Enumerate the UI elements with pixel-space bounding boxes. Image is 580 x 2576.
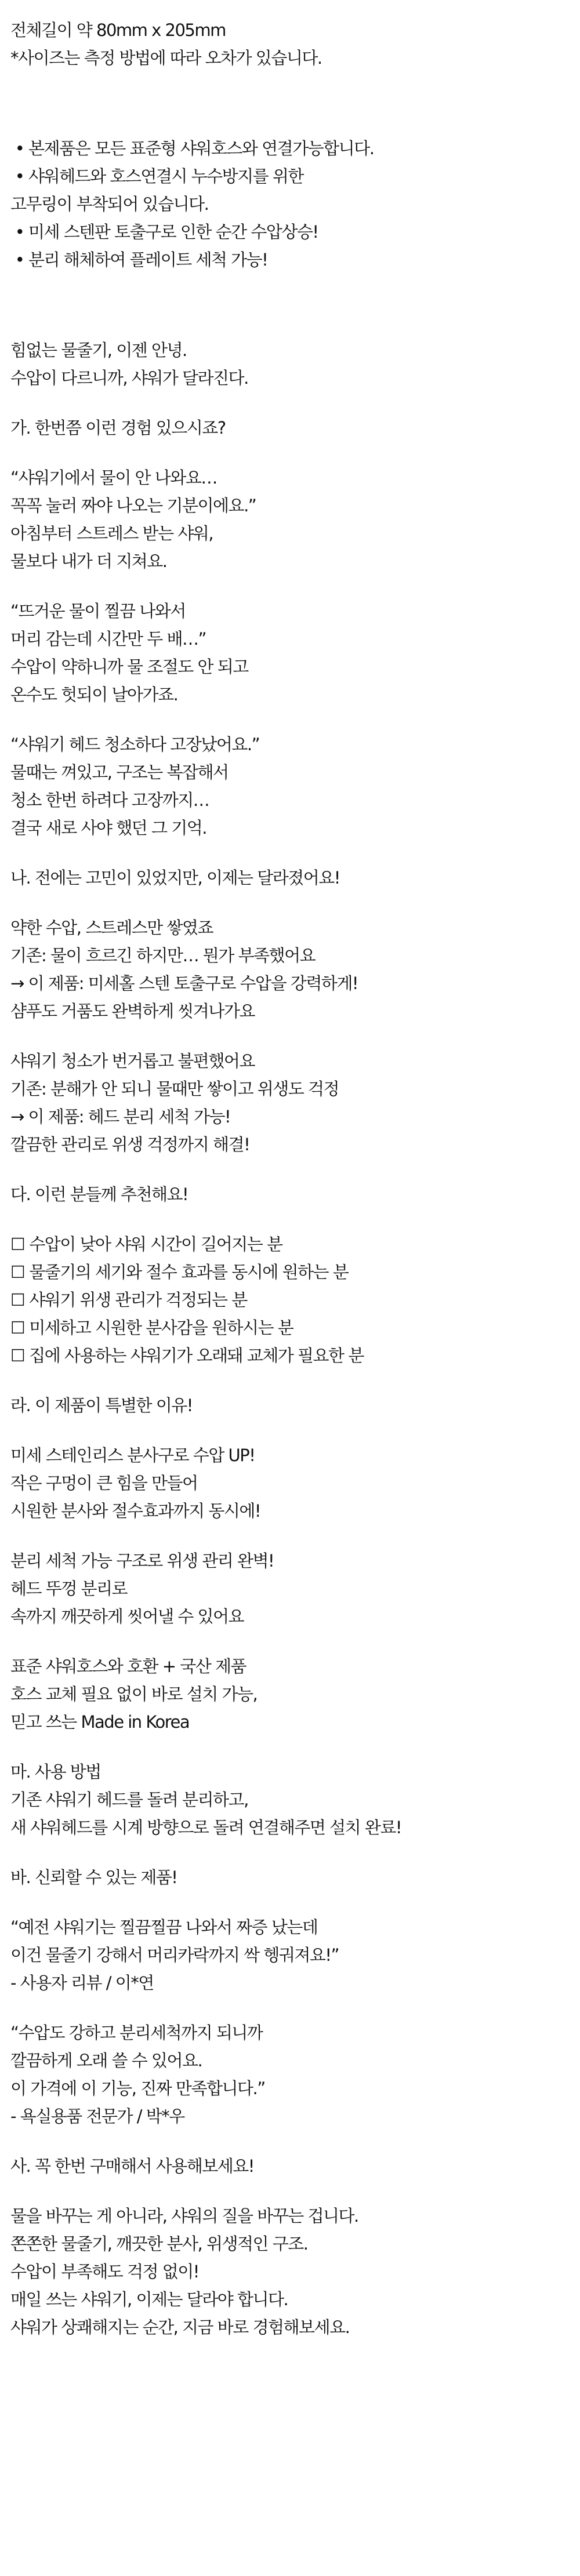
text-line: - 사용자 리뷰 / 이*연 [10,1973,154,1993]
paragraph-spacer [10,274,580,336]
text-line: ☐ 수압이 낮아 샤워 시간이 길어지는 분 [10,1234,282,1254]
text-line: 라. 이 제품이 특별한 이유! [10,1396,193,1415]
text-line: 기존 샤워기 헤드를 돌려 분리하고, [10,1790,248,1810]
text-block [10,1863,580,1891]
text-line: 기존: 물이 흐르긴 하지만… 뭔가 부족했어요 [10,946,316,965]
text-line: 바. 신뢰할 수 있는 제품! [10,1867,177,1887]
text-line: 깔끔한 관리로 위생 걱정까지 해결! [10,1135,250,1154]
text-line: → 이 제품: 미세홀 스텐 토출구로 수압을 강력하게! [10,973,358,993]
paragraph-spacer [10,575,580,597]
paragraph-spacer [10,842,580,864]
paragraph-spacer [10,1208,580,1230]
text-line: → 이 제품: 헤드 분리 세척 가능! [10,1107,231,1127]
paragraph-spacer [10,1158,580,1180]
text-line: 머리 감는데 시간만 두 배…” [10,629,206,649]
text-line: 호스 교체 필요 없이 바로 설치 가능, [10,1684,258,1704]
text-line: ☐ 물줄기의 세기와 절수 효과를 동시에 원하는 분 [10,1262,349,1282]
text-line: • 미세 스텐판 토출구로 인한 순간 수압상승! [10,222,318,242]
text-block [10,2019,580,2130]
paragraph-spacer [10,1369,580,1391]
text-line: 가. 한번쯤 이런 경험 있으시죠? [10,418,226,438]
text-line: 온수도 헛되이 날아가죠. [10,685,178,704]
text-block [10,336,580,392]
text-line: 이 가격에 이 기능, 진짜 만족합니다.” [10,2079,265,2098]
text-block [10,864,580,892]
text-line: ☐ 미세하고 시원한 분사감을 원하시는 분 [10,1318,293,1338]
paragraph-spacer [10,392,580,414]
text-line: - 욕실용품 전문가 / 박*우 [10,2106,184,2126]
text-block [10,2152,580,2180]
text-block [10,597,580,709]
paragraph-spacer [10,709,580,731]
text-line: 미세 스테인리스 분사구로 수압 UP! [10,1445,255,1465]
paragraph-spacer [10,2180,580,2202]
text-line: 샴푸도 거품도 완벽하게 씻겨나가요 [10,1001,255,1021]
text-line: 다. 이런 분들께 추천해요! [10,1185,188,1204]
paragraph-spacer [10,442,580,464]
text-block [10,1652,580,1736]
paragraph-spacer [10,1025,580,1047]
text-line: ☐ 집에 사용하는 샤워기가 오래돼 교체가 필요한 분 [10,1346,364,1365]
text-line: “예전 샤워기는 찔끔찔끔 나와서 짜증 났는데 [10,1917,318,1937]
text-line: 힘없는 물줄기, 이젠 안녕. [10,340,187,360]
text-line: 물보다 내가 더 지쳐요. [10,551,167,571]
text-block [10,464,580,575]
paragraph-spacer [10,72,580,135]
text-line: 표준 샤워호스와 호환 + 국산 제품 [10,1656,246,1676]
text-block [10,1230,580,1369]
text-line: 나. 전에는 고민이 있었지만, 이제는 달라졌어요! [10,868,340,888]
text-line: 수압이 다르니까, 샤워가 달라진다. [10,368,248,388]
text-line: 새 샤워헤드를 시계 방향으로 돌려 연결해주면 설치 완료! [10,1818,401,1837]
text-block [10,135,580,274]
text-line: 약한 수압, 스트레스만 쌓였죠 [10,918,213,938]
paragraph-spacer [10,1630,580,1652]
paragraph-spacer [10,892,580,914]
text-line: 샤워가 상쾌해지는 순간, 지금 바로 경험해보세요. [10,2317,350,2337]
text-block [10,1913,580,1997]
text-line: 속까지 깨끗하게 씻어낼 수 있어요 [10,1607,244,1626]
text-line: • 분리 해체하여 플레이트 세척 가능! [10,250,268,270]
text-line: 결국 새로 사야 했던 그 기억. [10,818,206,838]
paragraph-spacer [10,1419,580,1441]
text-line: 헤드 뚜껑 분리로 [10,1579,128,1598]
text-block [10,1180,580,1208]
text-line: 수압이 부족해도 걱정 없이! [10,2262,199,2281]
text-line: 마. 사용 방법 [10,1762,101,1782]
text-line: 수압이 약하니까 물 조절도 안 되고 [10,657,248,677]
text-line: 사. 꼭 한번 구매해서 사용해보세요! [10,2156,254,2176]
text-line: 물때는 껴있고, 구조는 복잡해서 [10,762,229,782]
text-block [10,2202,580,2341]
text-line: 아침부터 스트레스 받는 샤워, [10,524,213,543]
text-line: 작은 구멍이 큰 힘을 만들어 [10,1473,198,1493]
text-block [10,16,580,72]
text-line: 물을 바꾸는 게 아니라, 샤워의 질을 바꾸는 겁니다. [10,2206,358,2226]
text-line: 분리 세척 가능 구조로 위생 관리 완벽! [10,1551,274,1571]
paragraph-spacer [10,1525,580,1547]
text-block [10,414,580,442]
text-line: 기존: 분해가 안 되니 물때만 쌓이고 위생도 걱정 [10,1079,339,1099]
text-line: 쫀쫀한 물줄기, 깨끗한 분사, 위생적인 구조. [10,2234,308,2254]
text-line: ☐ 샤워기 위생 관리가 걱정되는 분 [10,1290,247,1310]
text-line: 전체길이 약 80mm x 205mm [10,20,226,40]
text-line: “수압도 강하고 분리세척까지 되니까 [10,2023,263,2043]
text-line: 믿고 쓰는 Made in Korea [10,1712,190,1732]
text-line: 이건 물줄기 강해서 머리카락까지 싹 헹궈져요!” [10,1945,339,1965]
text-line: • 샤워헤드와 호스연결시 누수방지를 위한 [10,166,303,186]
text-line: “뜨거운 물이 찔끔 나와서 [10,601,186,621]
text-line: 매일 쓰는 샤워기, 이제는 달라야 합니다. [10,2290,288,2309]
text-line: “샤워기 헤드 청소하다 고장났어요.” [10,735,260,754]
paragraph-spacer [10,1841,580,1863]
paragraph-spacer [10,1736,580,1758]
paragraph-spacer [10,1891,580,1913]
text-block [10,914,580,1025]
text-line: 샤워기 청소가 번거롭고 불편했어요 [10,1051,255,1071]
text-block [10,1391,580,1419]
text-block [10,1547,580,1630]
text-line: 청소 한번 하려다 고장까지… [10,790,209,810]
text-line: • 본제품은 모든 표준형 샤워호스와 연결가능합니다. [10,139,374,158]
text-block [10,731,580,842]
text-line: *사이즈는 측정 방법에 따라 오차가 있습니다. [10,48,322,68]
text-block [10,1047,580,1158]
text-line: 고무링이 부착되어 있습니다. [10,194,209,214]
text-block [10,1441,580,1525]
text-line: 시원한 분사와 절수효과까지 동시에! [10,1501,260,1521]
paragraph-spacer [10,2130,580,2152]
text-line: 꼭꼭 눌러 짜야 나오는 기분이에요.” [10,496,256,515]
text-line: “샤워기에서 물이 안 나와요… [10,468,217,488]
paragraph-spacer [10,1997,580,2019]
text-block [10,1758,580,1841]
text-line: 깔끔하게 오래 쓸 수 있어요. [10,2051,202,2070]
